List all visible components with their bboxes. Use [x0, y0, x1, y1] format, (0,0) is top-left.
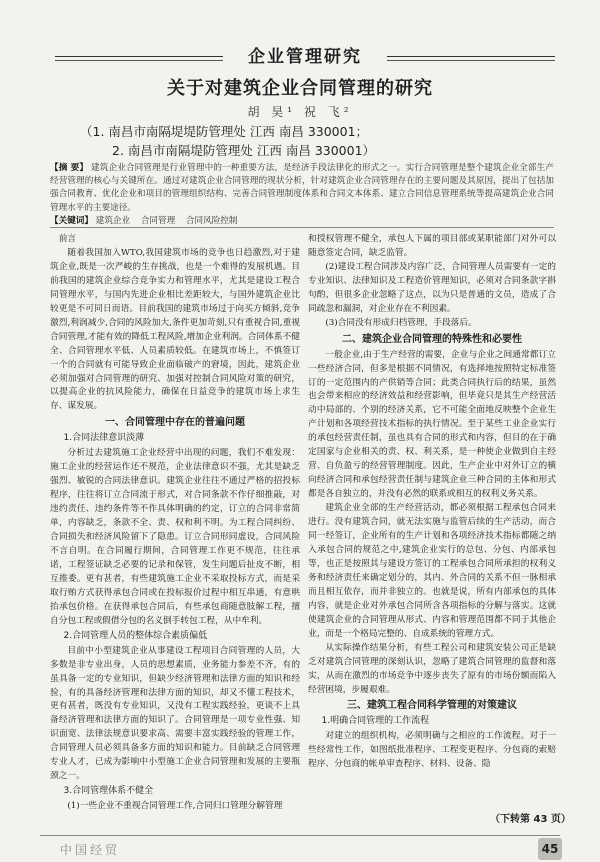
paragraph: 从实际操作结果分析，有些工程公司和建筑安装公司正是缺乏对建筑合同管理的深刻认识，忽略了建筑合同管理的监督和落实，从而在激烈的市场竞争中逐步丧失了原有的市场份额而陷入经营困境，步履艰难。 — [308, 642, 556, 695]
section-heading: 二、建筑企业合同管理的特殊性和必要性 — [342, 333, 522, 345]
abstract-label: 【摘 要】 — [50, 163, 89, 173]
paragraph: (1)一些企业不重视合同管理工作,合同归口管理分解管理 — [67, 801, 283, 812]
paragraph: 和授权管理不健全，承包人下属的项目部或某职能部门对外可以随意签定合同，缺乏监管。 — [308, 234, 556, 258]
paper-title: 关于对建筑企业合同管理的研究 — [167, 78, 433, 99]
left-column — [50, 233, 300, 814]
keywords — [50, 214, 554, 226]
abstract-text: 建筑企业合同管理是行业管理中的一种重要方法，是经济手段法律化的形式之一。实行合同管理是整个建筑企业全部生产经营管理的核心与关键所在。通过对建筑企业合同管理的现状分析，针对建筑企业合同管理存在的主要问题及其原因，提出了包括加强合同教育、优化企业和项目的管理组织结构、完善合同管理制度体系和合同文本体系、建立合同信息管理系统等提高建筑企业合同管理水平的主要途径。 — [50, 163, 554, 213]
keywords-text: 建筑企业 合同管理 合同风险控制 — [95, 216, 238, 226]
paragraph: 分析过去建筑施工企业经营中出现的问题，我们不难发现：施工企业的经营运作还不规范，企业法律意识不强，尤其是缺乏强烈、敏锐的合同法律意识。建筑企业往往不通过严格的招投标程序，往往将订立合同流于形式，对合同条款不作仔细推敲，对违约责任、违约条件等不作具体明确的约定，订立的合同非常简单，内容缺乏，条款不全、责、权和利不明。为工程合同纠纷、合同损失和经济风险留下了隐患。订立合同形同虚设，合同风险不言自明。在合同履行期间，合同管理工作更不规范，往往承诺，工程签证缺乏必要的记录和保管，发生问题后扯皮不断，相互推委。更有甚者，有些建筑施工企业不采取投标方式，而是采取行贿方式获得承包合同或在投标报价过程中相互串通，有意哄抬承包价格。在获得承包合同后，有些承包商随意肢解工程，擅自分包工程或假借分包的名义倒手转包工程，从中牟利。 — [50, 448, 300, 626]
right-column — [308, 233, 556, 772]
subsection-heading: 1.明确合同管理的工作流程 — [321, 716, 430, 727]
abstract — [50, 162, 554, 215]
lead-heading: 前言 — [58, 234, 77, 244]
paragraph: (3)合同没有形成归档管理，手段落后。 — [325, 317, 477, 328]
section-heading: 一、合同管理中存在的普遍问题 — [105, 417, 245, 429]
subsection-heading: 3.合同管理体系不健全 — [63, 786, 154, 797]
page-number: 45 — [538, 838, 562, 860]
affiliation-2: 2. 南昌市南隔堤防管理处 江西 南昌 330001） — [112, 143, 376, 158]
continued-note: （下转第 43 页） — [490, 814, 571, 825]
paragraph: 随着我国加入WTO,我国建筑市场的竞争也日趋激烈,对于建筑企业,既是一次严峻的生存挑战，也是一个难得的发展机遇。目前我国的建筑企业综合竞争实力和管理水平，尤其是建设工程合同管理水平，与国内先进企业相比差距较大，与国外建筑企业比较更是不可同日而语。目前我国的建筑市场过于向买方倾斜,竞争激烈,利润减少,合同的风险加大,条件更加苛刻,只有重视合同,重视合同管理,才能有效的降低工程风险,增加企业利润。合同体系不健全、合同管理水平低、人员素质较低。在建筑市场上，不慎签订一个的合同就有可能导致企业面临破产的窘境，因此，建筑企业必须加强对合同管理的研究、加强对控制合同风险对策的研究，以提高企业的抗风险能力，确保在日益竞争的建筑市场上求生存、谋发展。 — [50, 247, 300, 412]
affiliation-1: （1. 南昌市南隔堤堤防管理处 江西 南昌 330001； — [80, 124, 369, 139]
subsection-heading: 2.合同管理人员的整体综合素质偏低 — [63, 630, 208, 641]
paragraph: (2)建设工程合同涉及内容广泛，合同管理人员需要有一定的专业知识、法律知识及工程造价管理知识，必须对合同条款字斟句酌，但很多企业忽略了这点，以为只是普通的文员，造成了合同疏忽和漏洞，对企业存在不利因素。 — [308, 261, 556, 314]
paragraph: 目前中小型建筑企业从事建设工程项目合同管理的人员，大多数是非专业出身，人员的思想素质，业务能力参差不齐，有的虽具备一定的专业知识，但缺少经济管理和法律方面的知识和经验，有的具备经济管理和法律方面的知识，却又不懂工程技术，更有甚者，既没有专业知识，又没有工程实践经验，更谈不上具备经济管理和法律方面的知识了。合同管理是一项专业性强、知识面宽、法律法规意识要求高、需要丰富实践经验的管理工作，合同管理人员必须具备多方面的知识和能力。目前缺乏合同管理专业人才，已成为影响中小型施工企业合同管理和发展的主要瓶颈之一。 — [50, 645, 300, 782]
abstract-divider — [50, 227, 554, 228]
paragraph: 对建立的组织机构，必须明确与之相应的工作流程。对于一些经常性工作，如图纸批准程序、工程变更程序、分包商的索赔程序、分包商的帐单审查程序、材料、设备、隐 — [308, 731, 556, 770]
authors: 胡 昊¹ 祝 飞² — [247, 105, 353, 119]
journal-logo: 中国经贸 — [60, 843, 121, 857]
subsection-heading: 1.合同法律意识淡薄 — [63, 433, 145, 444]
section-heading: 三、建筑工程合同科学管理的对策建议 — [347, 700, 517, 712]
keywords-label: 【关键词】 — [50, 216, 93, 226]
paragraph: 建筑企业全部的生产经营活动，都必须根据工程承包合同来进行。没有建筑合同，就无法实施与监管后续的生产活动，而合同一经签订，企业所有的生产计划和各项经济技术指标都随之纳入承包合同的规范之中,建筑企业实行的总包、分包、内部承包等，也正是按照其与建设方签订的工程承包合同所承担的权利义务和经济责任来确定划分的，其内、外合同的关系不但一脉相承而且相互依存，而并非独立的。也就是说，所有内部承包的具体内容，就是企业对外承包合同所含各项指标的分解与落实。这就使建筑企业的合同管理从形式、内容和管理范围都不同于其他企业，而是一个格局完整的、自成系统的管理方式。 — [308, 503, 556, 639]
section-header — [55, 44, 555, 70]
paragraph: 一般企业,由于生产经营的需要，企业与企业之间通常都订立一些经济合同，但多是根据不同情况，有选择地按照特定标准签订的一定范围内的产供销等合同；此类合同执行后的结果，虽然也会带来相应的经济效益和经营影响，但毕竟只是其生产经营活动中局部的、个别的经济关系，它不可能全面地反映整个企业生产计划和各项经营技术指标的执行情况。至于某些工业企业实行的承包经营责任制，虽也具有合同的形式和内容，但目的在于确定国家与企业相关的责、权、利关系，是一种使企业做到自主经营、自负盈亏的经营管理制度。因此，生产企业中对外订立的横向经济合同和承包经营责任制与建筑企业三种合同的主体和形式都是各自独立的，并没有必然的联系或相互的权利义务关系。 — [308, 349, 556, 500]
section-title: 企业管理研究 — [223, 44, 387, 70]
footer-rule — [40, 835, 560, 836]
